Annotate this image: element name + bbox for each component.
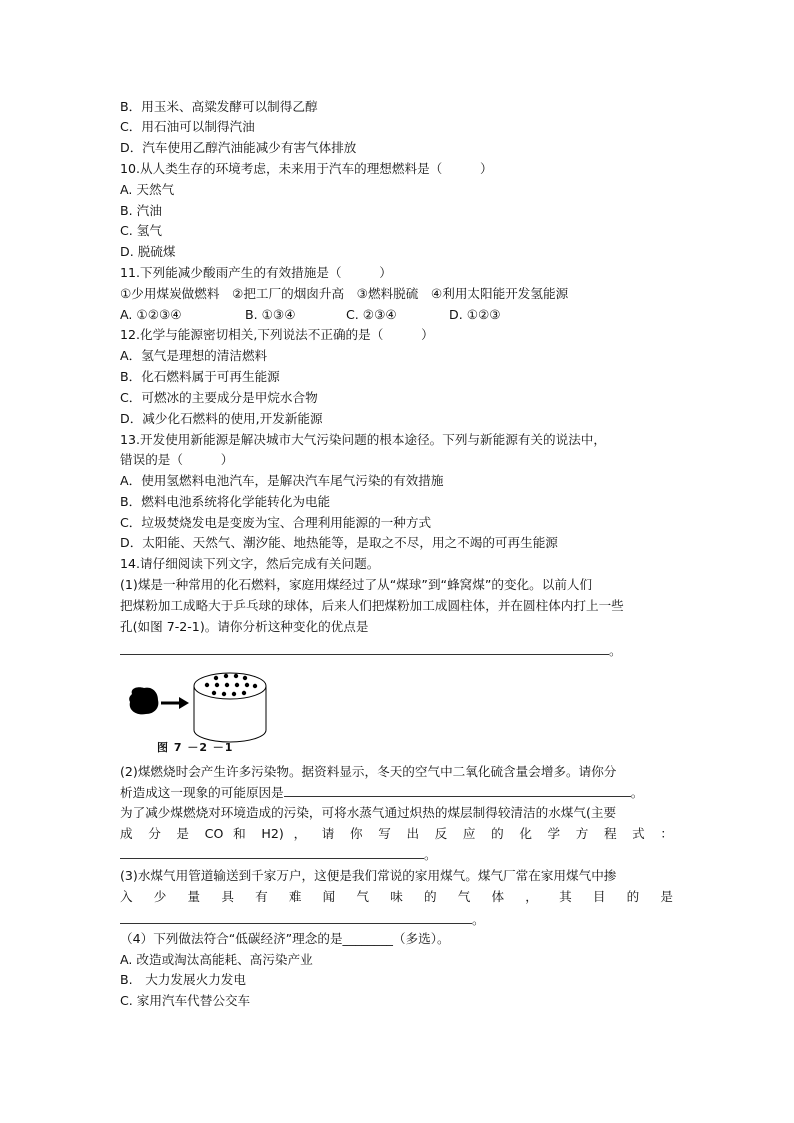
question-13-cont: 错误的是（ ） — [120, 452, 234, 467]
option-line: C. 氢气 — [120, 223, 162, 238]
paragraph-line: (1)煤是一种常用的化石燃料，家庭用煤经过了从“煤球”到“蜂窝煤”的变化。以前人们 — [120, 577, 593, 592]
answer-blank[interactable] — [120, 640, 609, 655]
option-line: B．化石燃料属于可再生能源 — [120, 369, 280, 384]
question-text: 析造成这一现象的可能原因是 — [120, 785, 284, 800]
paragraph-line — [120, 782, 643, 803]
option-line: A．氢气是理想的清洁燃料 — [120, 348, 268, 363]
choice-a: A. ①②③④ — [120, 307, 182, 322]
option-line: A．使用氢燃料电池汽车，是解决汽车尾气污染的有效措施 — [120, 473, 444, 488]
answer-line-2[interactable] — [120, 844, 437, 865]
option-line: D．汽车使用乙醇汽油能减少有害气体排放 — [120, 140, 357, 155]
period: 。 — [472, 912, 485, 927]
answer-blank[interactable] — [284, 782, 631, 797]
question-11: 11.下列能减少酸雨产生的有效措施是（ ） — [120, 265, 392, 280]
answer-line-3[interactable] — [120, 909, 485, 930]
arrow-icon — [161, 697, 189, 709]
question-11-choices — [120, 305, 501, 325]
option-line: D．太阳能、天然气、潮汐能、地热能等，是取之不尽，用之不竭的可再生能源 — [120, 535, 558, 550]
choice-b: B. ①③④ — [245, 307, 296, 322]
answer-blank[interactable] — [120, 909, 472, 924]
option-line: C. 家用汽车代替公交车 — [120, 993, 251, 1008]
answer-line-1[interactable] — [120, 640, 622, 661]
paragraph-line: 为了减少煤燃烧对环境造成的污染，可将水蒸气通过炽热的煤层制得较清洁的水煤气(主要 — [120, 805, 617, 820]
option-line: B．用玉米、高粱发酵可以制得乙醇 — [120, 99, 318, 114]
period: 。 — [424, 847, 437, 862]
paragraph-line: （4）下列做法符合“低碳经济”理念的是________（多选）。 — [120, 931, 450, 946]
paragraph-line: 孔(如图 7-2-1)。请你分析这种变化的优点是 — [120, 619, 369, 634]
question-12: 12.化学与能源密切相关,下列说法不正确的是（ ） — [120, 327, 434, 342]
question-14: 14.请仔细阅读下列文字，然后完成有关问题。 — [120, 556, 380, 571]
paragraph-line: 成 分 是 CO 和 H2) ， 请 你 写 出 反 应 的 化 学 方 程 式 ： — [120, 826, 673, 841]
honeycomb-coal-icon — [194, 673, 266, 742]
option-line: A. 改造或淘汰高能耗、高污染产业 — [120, 952, 313, 967]
paragraph-line: (3)水煤气用管道输送到千家万户，这便是我们常说的家用煤气。煤气厂常在家用煤气中掺 — [120, 868, 617, 883]
coal-ball-icon — [129, 687, 158, 714]
option-line: C．可燃冰的主要成分是甲烷水合物 — [120, 390, 318, 405]
paragraph-line: (2)煤燃烧时会产生许多污染物。据资料显示，冬天的空气中二氧化硫含量会增多。请你分 — [120, 764, 617, 779]
paragraph-line: 入 少 量 具 有 难 闻 气 味 的 气 体 ， 其 目 的 是 — [120, 889, 673, 904]
option-line: B. 汽油 — [120, 203, 162, 218]
choice-d: D. ①②③ — [449, 307, 501, 322]
question-13: 13.开发使用新能源是解决城市大气污染问题的根本途径。下列与新能源有关的说法中， — [120, 432, 606, 447]
option-line: D. 脱硫煤 — [120, 244, 176, 259]
option-line: B. 大力发展火力发电 — [120, 972, 246, 987]
paragraph-line: 把煤粉加工成略大于乒乓球的球体，后来人们把煤粉加工成圆柱体，并在圆柱体内打上一些 — [120, 598, 624, 613]
option-line: D．减少化石燃料的使用,开发新能源 — [120, 411, 323, 426]
question-11-statements: ①少用煤炭做燃料 ②把工厂的烟囱升高 ③燃料脱硫 ④利用太阳能开发氢能源 — [120, 286, 569, 301]
figure-caption: 图 7 －2 －1 — [157, 741, 234, 754]
option-line: C．垃圾焚烧发电是变废为宝、合理利用能源的一种方式 — [120, 515, 432, 530]
question-10: 10.从人类生存的环境考虑，未来用于汽车的理想燃料是（ ） — [120, 161, 493, 176]
option-line: A. 天然气 — [120, 182, 175, 197]
choice-c: C. ②③④ — [346, 307, 397, 322]
option-line: B．燃料电池系统将化学能转化为电能 — [120, 494, 331, 509]
answer-blank[interactable] — [120, 844, 424, 859]
period: 。 — [609, 643, 622, 658]
period: 。 — [630, 785, 644, 800]
option-line: C．用石油可以制得汽油 — [120, 119, 255, 134]
